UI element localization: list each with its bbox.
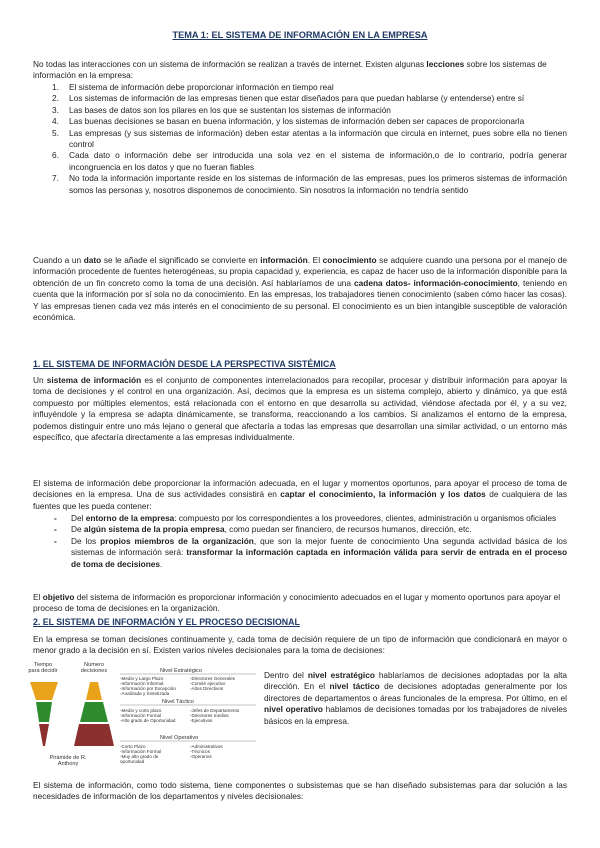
level-detail: -Técnicos [190,749,210,754]
lessons-list [33,82,567,196]
level-name: Nivel Estratégico [160,668,202,674]
list-item: 2. Los sistemas de información de las empresas tienen que estar diseñados para que puedan hablarse (y entenderse) entre sí [52,93,525,104]
list-item: - De los propios miembros de la organización, que son la mejor fuente de conocimiento Una segunda actividad básica de los sistemas de información será: transformar la información captada en información válida para servir de entrada en el proceso de toma de decisiones. [54,535,568,569]
anthony-pyramid-figure [28,660,260,774]
level-detail: -Ejecutivos [190,718,213,723]
level-detail: -Información Formal [120,749,162,754]
level-detail: -Alto grado de Oportunidad [120,718,176,723]
level-detail: -Información Informal [120,681,164,686]
section-2-heading: 2. EL SISTEMA DE INFORMACIÓN Y EL PROCESO DECISIONAL [33,617,300,627]
level-detail: -Administrativos [190,744,223,749]
level-detail: -Jefes de Departamento [190,708,240,713]
figure-label-anthony: Anthony [57,761,79,767]
right-pyramid-strategic-block [86,682,102,700]
figure-label-para-decidir: para decidir [28,668,58,674]
level-name: Nivel Táctico [162,699,194,705]
list-item: 6. Cada dato o información debe ser introducida una sola vez en el sistema de información,o de lo contrario, podría generar incongruencia en los datos y que no fueran fiables [52,150,567,172]
figure-label-tiempo: Tiempo [33,662,53,668]
left-pyramid-strategic-block [30,682,58,700]
section-1-heading: 1. EL SISTEMA DE INFORMACIÓN DESDE LA PERSPECTIVA SISTÉMICA [33,359,336,369]
level-detail: -Corto Plazo [120,744,146,749]
figure-label-piramide: Pirámide de R. [49,755,87,761]
left-pyramid-operational-block [39,724,49,746]
list-item: 1. El sistema de información debe proporcionar información en tiempo real [52,82,334,92]
left-pyramid-tactical-block [36,702,52,722]
level-detail: -Muy alto grado de [120,754,159,759]
section-2-paragraph-3: El sistema de información, como todo sistema, tiene componentes o subsistemas que se han diseñado subsistemas para dar solución a las necesidades de información de los departamentos y niveles decisionales: [33,780,567,802]
level-detail: -Directores medios [190,713,229,718]
list-item: - Del entorno de la empresa: compuesto por los correspondientes a los proveedores, clientes, administración u organismos oficiales [54,513,557,523]
list-item: - De algún sistema de la propia empresa, como puedan ser financiero, de recursos humanos, dirección, etc. [54,524,472,535]
list-item: 5. Las empresas (y sus sistemas de información) deben estar atentas a la información que circula en internet, pues sobre ella no tienen control [52,127,567,150]
level-detail: oportunidad [120,759,145,764]
figure-label-decisiones: decisiones [80,668,108,674]
intro-paragraph: No todas las interacciones con un sistema de información se realizan a través de internet. Existen algunas lecciones sobre los sistemas de información en la empresa: [33,59,547,81]
data-information-paragraph: Cuando a un dato se le añade el significado se convierte en información. El conocimiento se adquiere cuando una persona por el manejo de información procedente de fuentes heterogéneas, su propia capacidad y, experiencia, es capaz de hacer uso de la información disponible para la obtención de un fin concreto como la toma de una decisión. Así hablaríamos de una cadena datos- información-conocimiento, teniendo en cuenta que la información por sí sola no da conocimiento. En las empresas, los trabajadores tienen conocimiento (saben cómo hacer las cosas). Y las empresas tienen cada vez más interés en el conocimiento de su personal. El conocimiento es un bien intangible susceptible de valoración económica. [33,255,568,323]
figure-label-numero: Número [84,662,104,668]
level-detail: -Directores Generales [190,676,235,681]
page-title: TEMA 1: EL SISTEMA DE INFORMACIÓN EN LA EMPRESA [172,30,428,40]
level-detail: -Altos Directivos [190,686,224,691]
level-detail: -Medio y Largo Plazo [120,676,164,681]
list-item: 7. No toda la información importante reside en los sistemas de información de las empresas, pues los primeros sistemas de información somos las personas y, nosotros disponemos de conocimiento. Sin nosotros la información no tendría sentido [52,173,567,195]
level-detail: -Comité ejecutivo [190,681,226,686]
section-1-paragraph-1: Un sistema de información es el conjunto de componentes interrelacionados para recopilar, procesar y distribuir información para apoyar la toma de decisiones y el control en una organización. Así, decimos que la empresa es un sistema complejo, abierto y dinámico, ya que está compuesto por múltiples elementos, está relacionada con el entorno en que desarrolla su actividad, viéndose afectada por él, y a su vez, influyéndole y la empresa se adapta dinámicamente, se transforma, reaccionando a los cambios. Si analizamos el entorno de la empresa, podemos distinguir entre uno más lejano o general que afectaría a todas las empresas que desarrollan una similar actividad, o un entorno más específico, que afectaría directamente a las empresas individualmente. [33,375,567,443]
section-1-paragraph-2: El sistema de información debe proporcionar la información adecuada, en el lugar y momentos oportunos, para apoyar el proceso de toma de decisiones en la empresa. Una de sus actividades consistirá en captar el conocimiento, la información y los datos de cualquiera de las fuentes que les pueda contener: [33,478,567,511]
section-2-paragraph-2: Dentro del nivel estratégico hablaríamos de decisiones adoptadas por la alta dirección. En el nivel táctico de decisiones adoptadas generalmente por los directores de departamentos o áreas funcionales de la empresa. Por último, en el nivel operativo hablamos de decisiones tomadas por los trabajadores de niveles básicos en la empresa. [264,670,567,726]
list-item: 3. Las bases de datos son los pilares en los que se sustentan los sistemas de información [52,104,391,115]
right-pyramid-operational-block [74,724,114,746]
level-detail: -Operarios [190,754,212,759]
section-2-paragraph-1: En la empresa se toman decisiones continuamente y, cada toma de decisión requiere de un tipo de información que condicionará en mayor o menor grado a la decisión en sí. Existen varios niveles decisionales para la toma de decisiones: [33,634,567,656]
list-item: 4. Las buenas decisiones se basan en buena información, y los sistemas de información deben ser capaces de proporcionarla [52,116,525,127]
level-detail: -Analizada y Sintetizada [120,691,170,696]
level-detail: -Medio y corto plazo [120,708,162,713]
level-name: Nivel Operativo [160,735,199,741]
section-1-paragraph-3: El objetivo del sistema de información es proporcionar información y conocimiento adecuados en el lugar y momento oportunos para apoyar el proceso de toma de decisiones en la organización. [33,592,561,614]
level-detail: -Información por Excepción [120,686,176,691]
sources-list [33,513,567,570]
right-pyramid-tactical-block [80,702,108,722]
level-detail: -Información Formal [120,713,162,718]
